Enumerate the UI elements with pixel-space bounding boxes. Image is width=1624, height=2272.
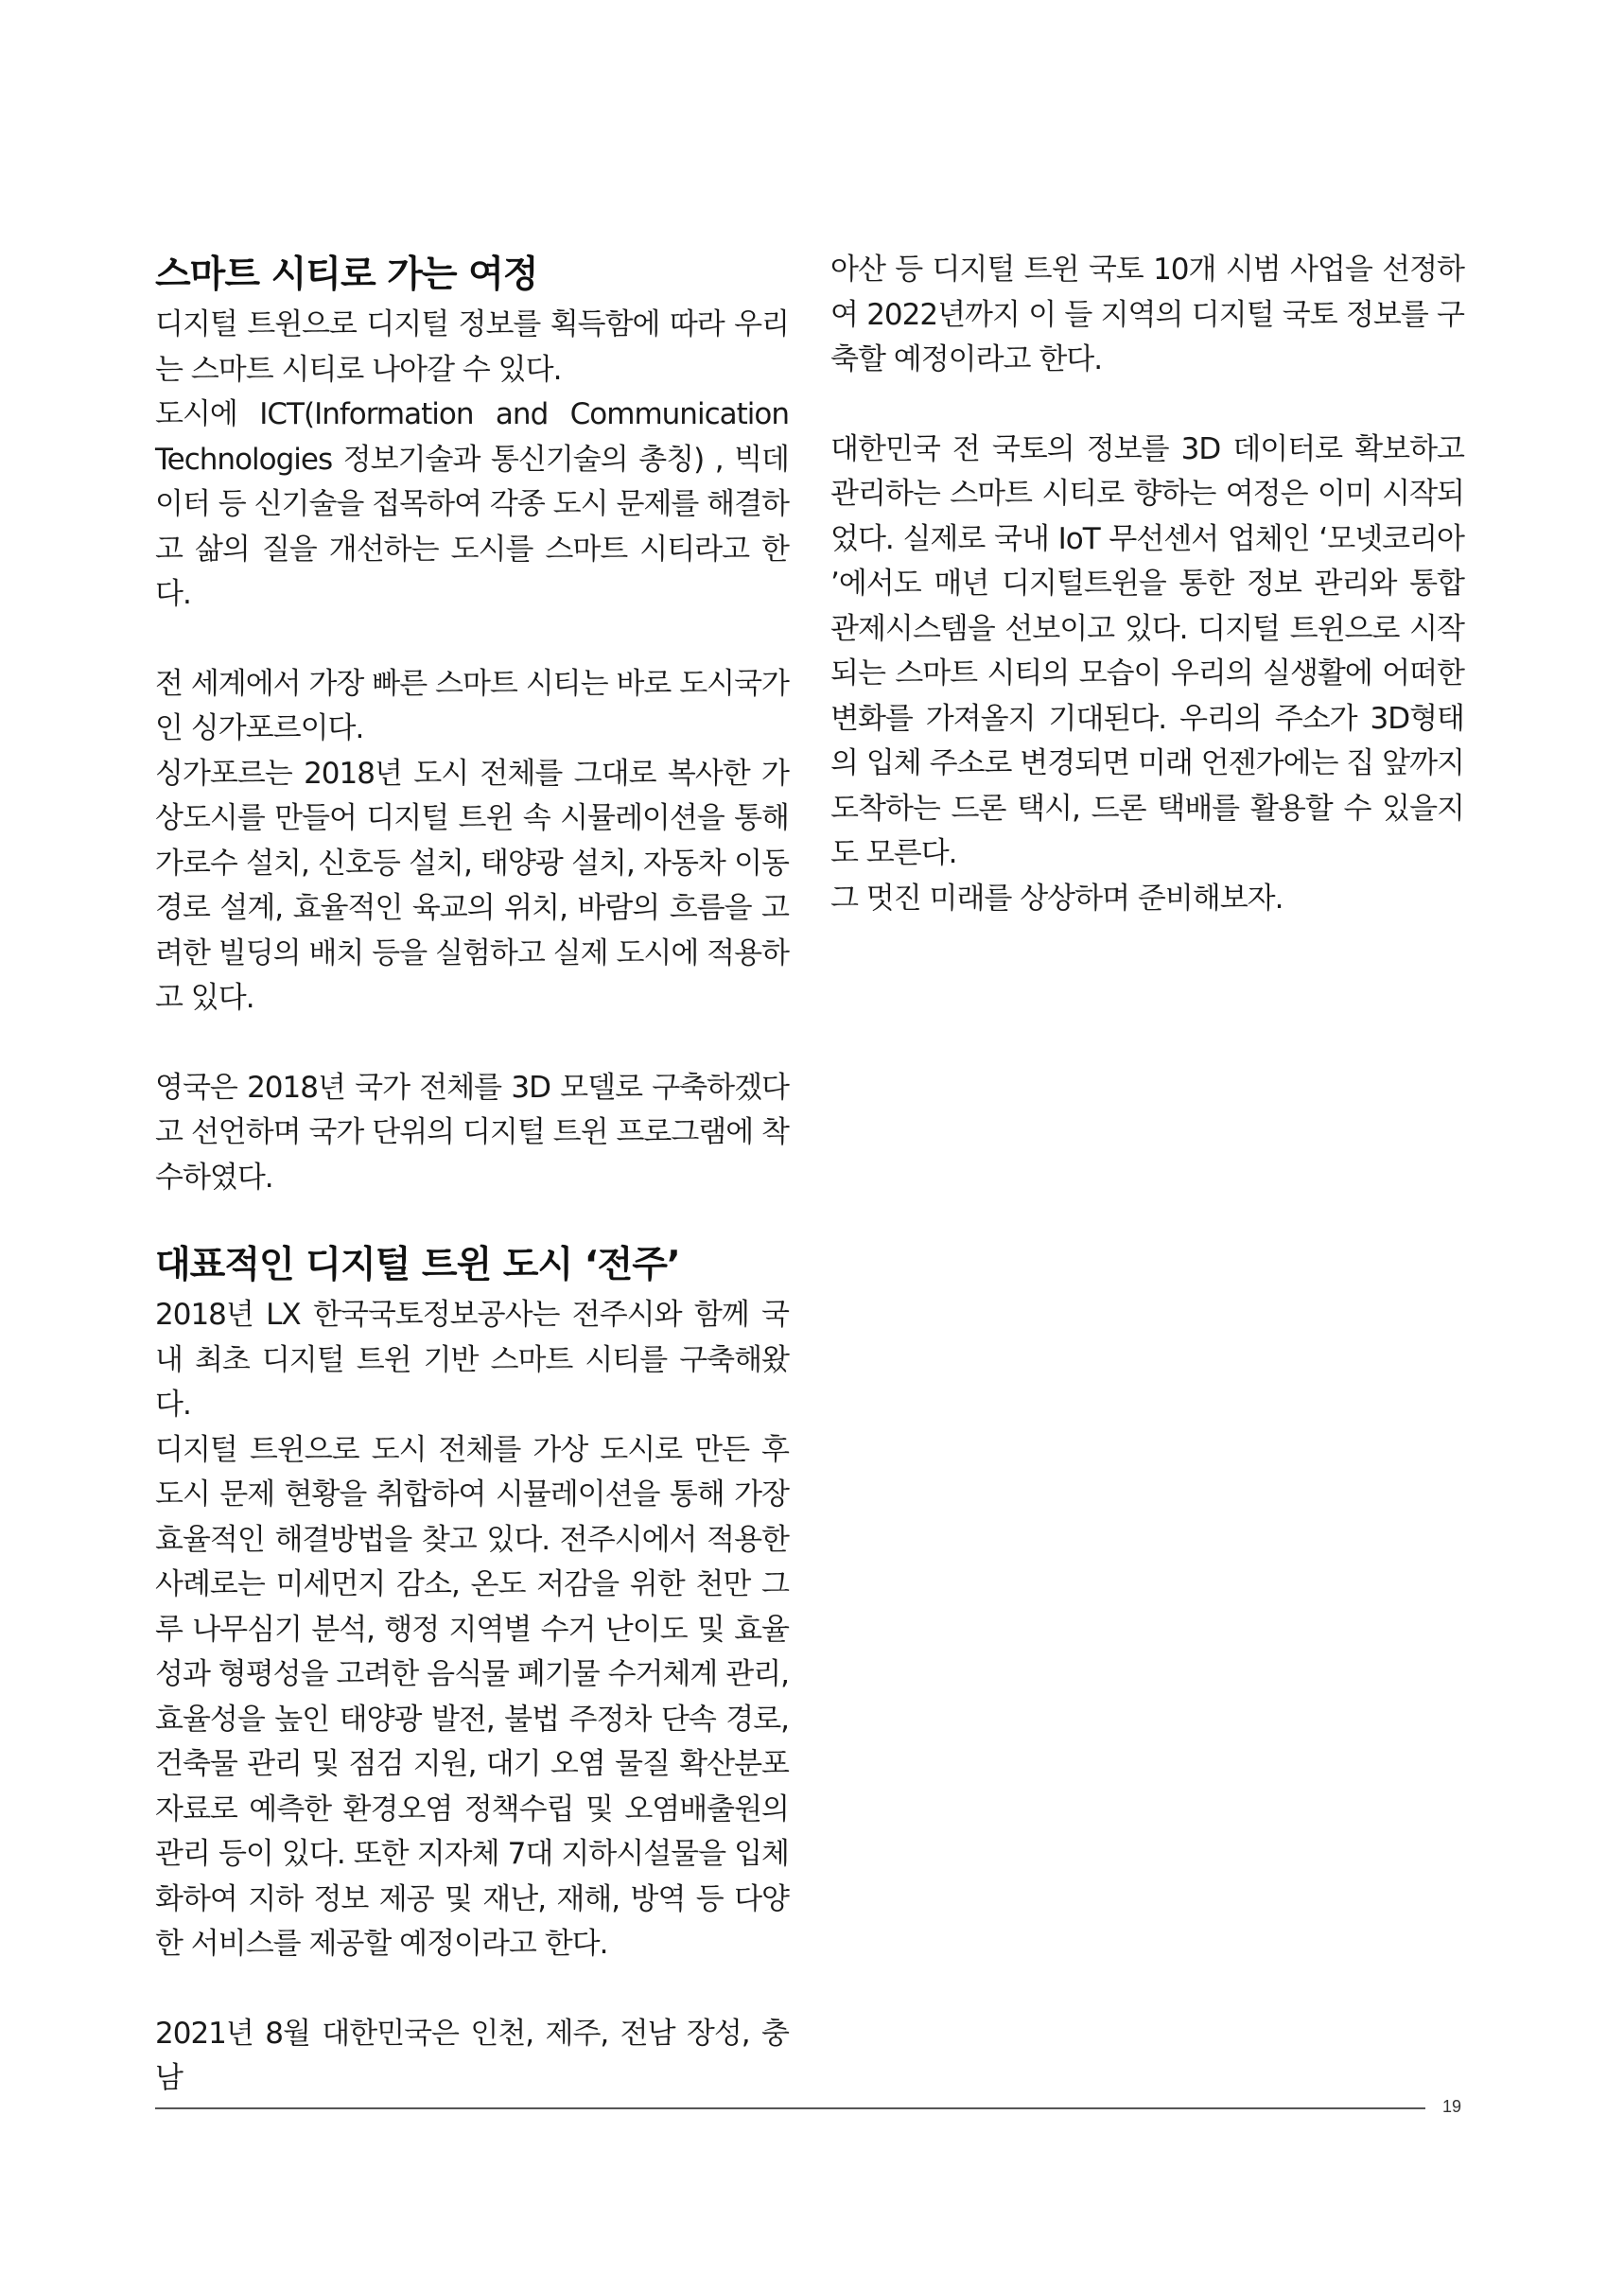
paragraph: 그 멋진 미래를 상상하며 준비해보자. (830, 881, 1283, 916)
paragraph: 도시에 ICT(Information and Communication Technologies 정보기술과 통신기술의 총칭) , 빅데이터 등 신기술을 접목하여 각종 도시 문제를 해결하고 삶의 질을 개선하는 도시를 스마트 시티라고 한다. (155, 397, 789, 611)
page-number: 19 (1442, 2097, 1462, 2116)
paragraph: 2021년 8월 대한민국은 인천, 제주, 전남 장성, 충남 (155, 2016, 789, 2095)
paragraph-gap (155, 1967, 789, 2012)
paragraph: 아산 등 디지털 트윈 국토 10개 시범 사업을 선정하여 2022년까지 이 들 지역의 디지털 국토 정보를 구축할 예정이라고 한다. (830, 253, 1464, 376)
paragraph: 영국은 2018년 국가 전체를 3D 모델로 구축하겠다고 선언하며 국가 단위의 디지털 트윈 프로그램에 착수하였다. (155, 1070, 789, 1195)
section-gap (155, 1200, 789, 1238)
paragraph-gap (155, 1022, 789, 1066)
left-column (155, 248, 789, 2102)
paragraph: 디지털 트윈으로 도시 전체를 가상 도시로 만든 후 도시 문제 현황을 취합하여 시뮬레이션을 통해 가장 효율적인 해결방법을 찾고 있다. 전주시에서 적용한 사례로는 미세먼지 감소, 온도 저감을 위한 천만 그루 나무심기 분석, 행정 지역별 수거 난이도 및 효율성과 형평성을 고려한 음식물 폐기물 수거체계 관리, 효율성을 높인 태양광 발전, 불법 주정차 단속 경로, 건축물 관리 및 점검 지원, 대기 오염 물질 확산분포자료로 예측한 환경오염 정책수립 및 오염배출원의 관리 등이 있다. 또한 지자체 7대 지하시설물을 입체화하여 지하 정보 제공 및 재난, 재해, 방역 등 다양한 서비스를 제공할 예정이라고 한다. (155, 1432, 789, 1961)
right-column (830, 248, 1464, 921)
paragraph: 싱가포르는 2018년 도시 전체를 그대로 복사한 가상도시를 만들어 디지털 트윈 속 시뮬레이션을 통해 가로수 설치, 신호등 설치, 태양광 설치, 자동차 이동경로 설계, 효율적인 육교의 위치, 바람의 흐름을 고려한 빌딩의 배치 등을 실험하고 실제 도시에 적용하고 있다. (155, 756, 789, 1015)
section-heading-smart-city-journey: 스마트 시티로 가는 여정 (155, 253, 538, 296)
paragraph: 2018년 LX 한국국토정보공사는 전주시와 함께 국내 최초 디지털 트윈 기반 스마트 시티를 구축해왔다. (155, 1298, 789, 1422)
paragraph: 디지털 트윈으로 디지털 정보를 획득함에 따라 우리는 스마트 시티로 나아갈 수 있다. (155, 307, 789, 387)
paragraph: 대한민국 전 국토의 정보를 3D 데이터로 확보하고 관리하는 스마트 시티로 향하는 여정은 이미 시작되었다. 실제로 국내 IoT 무선센서 업체인 ‘모넷코리아 ’에서도 매년 디지털트윈을 통한 정보 관리와 통합 관제시스템을 선보이고 있다. 디지털 트윈으로 시작되는 스마트 시티의 모습이 우리의 실생활에 어떠한 변화를 가져올지 기대된다. 우리의 주소가 3D형태의 입체 주소로 변경되면 미래 언젠가에는 집 앞까지 도착하는 드론 택시, 드론 택배를 활용할 수 있을지도 모른다. (830, 431, 1464, 870)
paragraph-gap (155, 618, 789, 662)
footer-divider (155, 2107, 1425, 2109)
paragraph: 전 세계에서 가장 빠른 스마트 시티는 바로 도시국가인 싱가포르이다. (155, 666, 789, 745)
section-heading-jeonju: 대표적인 디지털 트윈 도시 ‘전주’ (155, 1244, 680, 1286)
paragraph-gap (830, 383, 1464, 428)
